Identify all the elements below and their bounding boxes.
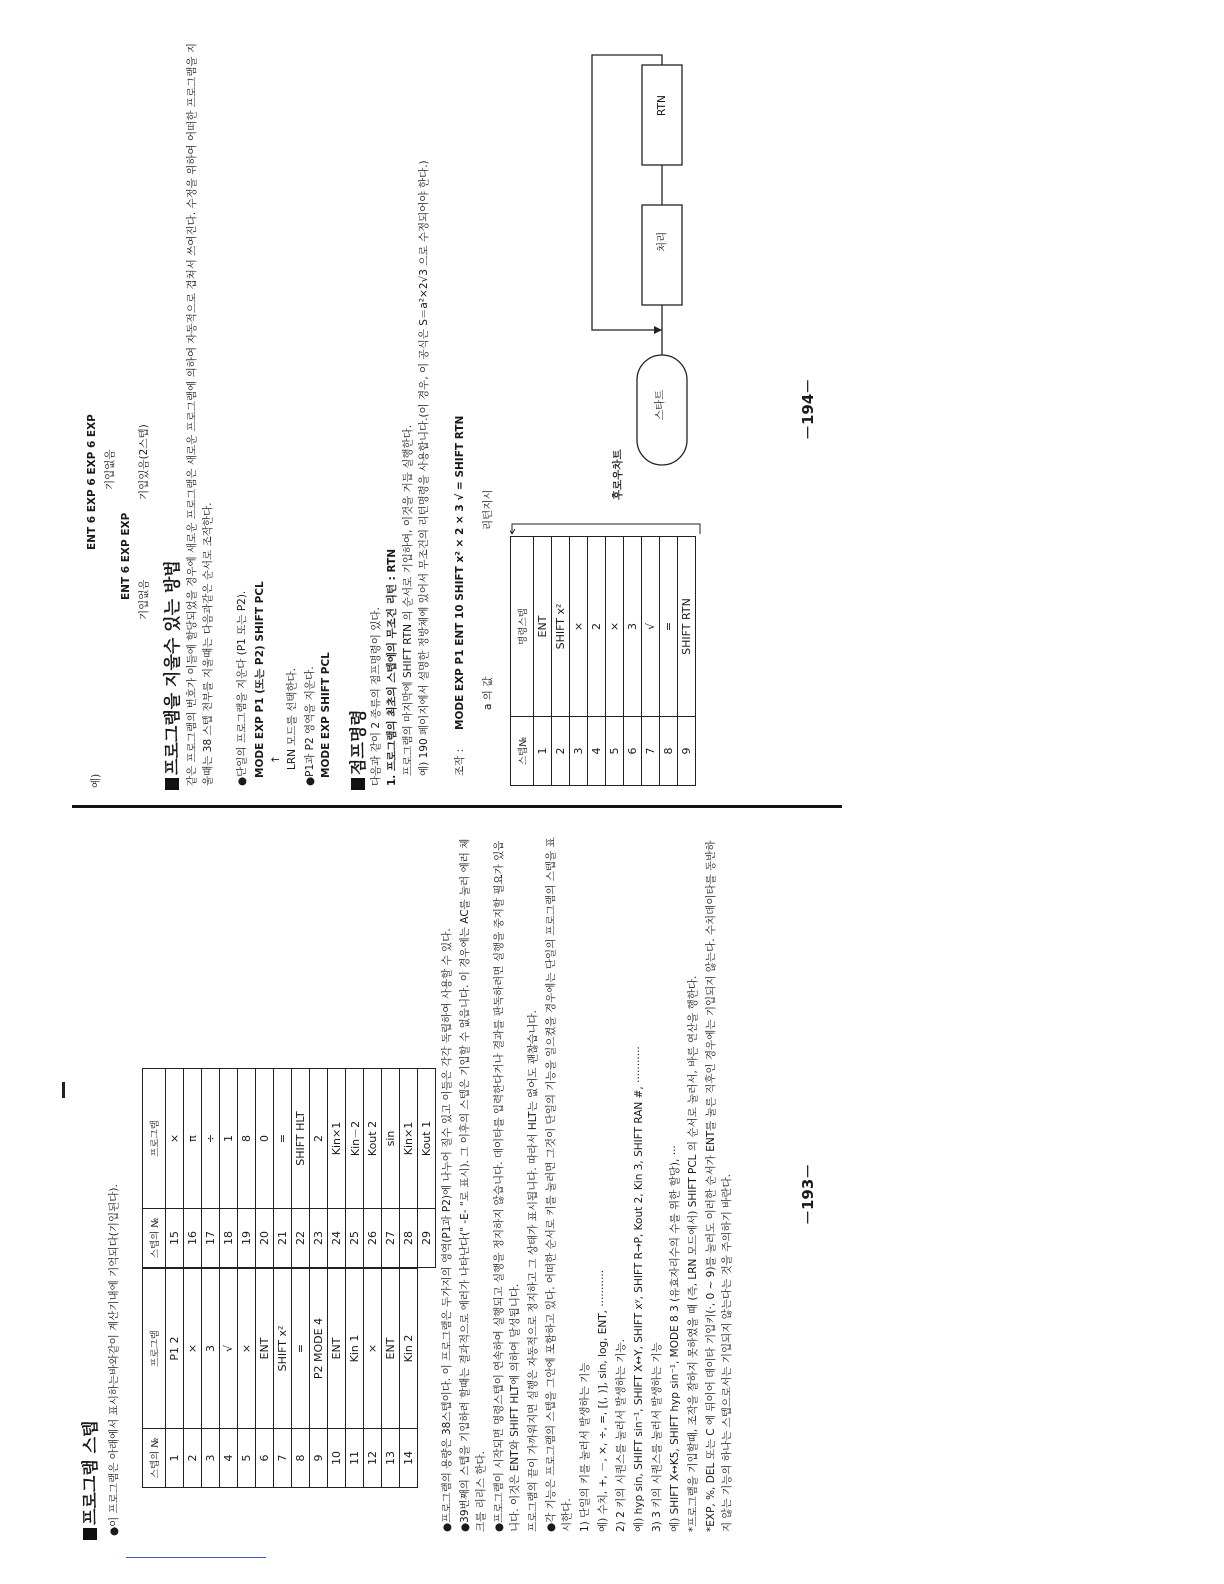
return-indicator-label: 리턴지시	[482, 489, 494, 530]
step-number-cell: 5	[238, 1429, 256, 1488]
step-program-cell: √	[220, 1269, 238, 1429]
step-number-cell: 21	[274, 1209, 292, 1268]
example-label: 예)	[90, 773, 102, 788]
table-row	[166, 1069, 184, 1268]
step-number-cell: 29	[418, 1209, 436, 1268]
flowchart-rtn-label: RTN	[656, 95, 668, 116]
alpha-value-label: a 의 값	[482, 676, 494, 710]
step-program-cell: ×	[184, 1269, 202, 1429]
square-bullet-icon	[83, 1528, 97, 1540]
step-program-cell: Kin×1	[400, 1069, 418, 1209]
step-program-cell: 8	[238, 1069, 256, 1209]
body-paragraph: 3) 3 키의 시퀀스를 눌러서 발생하는 기능	[651, 1342, 663, 1532]
step-number-cell: 14	[400, 1429, 418, 1488]
step-number-cell: 18	[220, 1209, 238, 1268]
table-row	[678, 537, 696, 786]
step-number-cell: 25	[346, 1209, 364, 1268]
title-text: 프로그램 스텝	[81, 1420, 101, 1525]
step-program-cell: Kin×1	[328, 1069, 346, 1209]
table-row	[382, 1069, 400, 1268]
step-program-cell: 2	[310, 1069, 328, 1209]
jump-item-1-title: 1. 프로그램의 최초의 스텝에의 무조건 리턴 : RTN	[386, 548, 398, 786]
step-program-cell: SHIFT HLT	[292, 1069, 310, 1209]
erase-bullet-1-keys: MODE EXP P1 (또는 P2) SHIFT PCL	[254, 581, 266, 778]
step-number-cell: 10	[328, 1429, 346, 1488]
step-number-cell: 1	[534, 717, 552, 786]
program-steps-table-left	[142, 1268, 418, 1488]
page-number-194: －194－	[799, 378, 817, 440]
square-bullet-icon	[351, 778, 365, 790]
example-seq-2: ENT 6 EXP EXP	[120, 512, 132, 600]
step-number-cell: 11	[346, 1429, 364, 1488]
step-number-cell: 7	[274, 1429, 292, 1488]
table-row	[570, 537, 588, 786]
body-paragraph: 1) 단일의 키를 눌러서 발생하는 기능	[579, 1362, 591, 1532]
body-paragraph: 2) 2 키의 시퀀스를 눌러서 발생하는 기능.	[615, 1339, 627, 1532]
body-paragraph: 예) hyp sin, SHIFT sin⁻¹, SHIFT X↔Y, SHIFT xʸ, SHIFT R→P, Kout 2, Kin 3, SHIFT RAN #, ···········	[633, 1046, 645, 1532]
col-header-program: 프로그램	[143, 1269, 166, 1429]
step-number-cell: 4	[588, 717, 606, 786]
page-194	[62, 20, 842, 800]
step-program-cell: Kin 2	[400, 1269, 418, 1429]
table-row	[382, 1269, 400, 1488]
table-row	[310, 1069, 328, 1268]
table-row	[606, 537, 624, 786]
step-program-cell: ×	[166, 1069, 184, 1209]
table-row	[184, 1269, 202, 1488]
table-row	[256, 1069, 274, 1268]
step-program-cell: Kin－2	[346, 1069, 364, 1209]
note-none-1: 기입없음	[104, 449, 116, 490]
step-number-cell: 15	[166, 1209, 184, 1268]
step-number-cell: 20	[256, 1209, 274, 1268]
step-program-cell: SHIFT RTN	[678, 537, 696, 717]
step-program-cell: 1	[220, 1069, 238, 1209]
table-row	[220, 1269, 238, 1488]
step-number-cell: 26	[364, 1209, 382, 1268]
step-program-cell: ×	[570, 537, 588, 717]
page-193	[62, 815, 842, 1560]
section-erase-body: 같은 프로그램의 번호가 이들에 할당되었을 경우에 새로운 프로그램은 새로운 프로그램에 의하여 자동적으로 겹쳐서 쓰여진다. 수정을 위하여 어떠한 프로그램을 지울때는 38 스텝 전부를 지울때는 다음과같은 순서로 조작한다.	[186, 43, 214, 786]
flowchart-process-node	[642, 205, 682, 305]
scan-line	[126, 1557, 266, 1558]
step-program-cell: Kout 2	[364, 1069, 382, 1209]
table-row	[552, 537, 570, 786]
table-row	[184, 1069, 202, 1268]
page-divider	[72, 805, 842, 808]
step-number-cell: 2	[184, 1429, 202, 1488]
table-row	[588, 537, 606, 786]
step-program-cell: ENT	[256, 1269, 274, 1429]
section-jump-text: 점프명령	[349, 709, 369, 775]
step-program-cell: π	[184, 1069, 202, 1209]
table-row	[346, 1269, 364, 1488]
body-paragraph: ●39번째의 스텝을 기입하려 할때는 결과적으로 에러가 나타난다(" -E- "로 표시). 그 이후의 스텝은 기입할 수 없읍니다. 이 경우에는 AC를 눌러 에러 체크를 리리스 한다.	[459, 838, 487, 1532]
col-header-step: 스텝№	[511, 717, 534, 786]
jump-item-1-body: 프로그램의 마지막에 SHIFT RTN 의 순서로 기입하여, 이것을 거듭 실행한다.	[402, 424, 414, 776]
table-row	[256, 1269, 274, 1488]
step-number-cell: 22	[292, 1209, 310, 1268]
step-number-cell: 16	[184, 1209, 202, 1268]
rotated-spread	[62, 20, 842, 1560]
step-program-cell: ENT	[328, 1269, 346, 1429]
step-number-cell: 24	[328, 1209, 346, 1268]
col-header-step: 스텝의 №	[143, 1209, 166, 1268]
flowchart-start-label: 스타트	[654, 389, 666, 420]
table-row	[400, 1269, 418, 1488]
step-number-cell: 8	[292, 1429, 310, 1488]
body-paragraph: 예) 수치, +, －, ×, ÷, =, [(, )], sin, log, ENT, ···········	[597, 1269, 609, 1532]
step-program-cell: sin	[382, 1069, 400, 1209]
table-row	[346, 1069, 364, 1268]
table-row	[202, 1069, 220, 1268]
step-number-cell: 13	[382, 1429, 400, 1488]
flowchart-title: 후로우차트	[612, 449, 624, 500]
body-paragraph: ●각 기능은 프로그램의 스텝을 그안에 포함하고 있다. 어떠한 순서로 키를 눌러면 그것이 단일의 기능을 일으켰을 경우에는 단일의 프로그램의 스텝을 표시한다.	[545, 837, 573, 1532]
step-number-cell: 1	[166, 1429, 184, 1488]
step-program-cell: P1 2	[166, 1269, 184, 1429]
step-number-cell: 28	[400, 1209, 418, 1268]
erase-bullet-2-keys: MODE EXP SHIFT PCL	[320, 652, 332, 778]
step-program-cell: ÷	[202, 1069, 220, 1209]
section-erase-text: 프로그램을 지울수 있는 방법	[163, 560, 183, 775]
body-paragraph: ●프로그램의 용량은 38스텝이다. 이 프로그램은 두가지의 영역(P1과 P2)에 나누어 질수 있고 이들은 각각 독립하여 사용할 수 있다.	[441, 928, 453, 1532]
return-arrow-line	[510, 516, 710, 536]
square-bullet-icon	[165, 778, 179, 790]
table-row	[166, 1269, 184, 1488]
step-number-cell: 3	[202, 1429, 220, 1488]
body-paragraph: *프로그램을 기입할때, 조작을 잘하지 못하였을 때 (즉, LRN 모드에서) SHIFT PCL 의 순서로 눌러서, 바른 연산을 행한다.	[687, 975, 699, 1532]
flowchart-arrowhead	[654, 326, 662, 334]
step-program-cell: =	[292, 1269, 310, 1429]
table-row	[292, 1069, 310, 1268]
page-193-body	[437, 832, 735, 1532]
table-row	[534, 537, 552, 786]
step-program-cell: P2 MODE 4	[310, 1269, 328, 1429]
table-row	[642, 537, 660, 786]
example-seq-1: ENT 6 EXP 6 EXP 6 EXP	[86, 414, 98, 550]
page-number-193: －193－	[799, 1163, 817, 1225]
table-row	[274, 1269, 292, 1488]
table-row	[274, 1069, 292, 1268]
step-program-cell: ENT	[382, 1269, 400, 1429]
step-number-cell: 5	[606, 717, 624, 786]
step-program-cell: =	[660, 537, 678, 717]
operation-label: 조작 :	[454, 748, 466, 776]
step-number-cell: 23	[310, 1209, 328, 1268]
col-header-program: 프로그램	[143, 1069, 166, 1209]
body-paragraph: *EXP, %, DEL 또는 C 에 뒤이어 데이타 기입키(·, 0 ~ 9)를 눌러도 이러한 순서가 ENT를 눌른 직후인 경우에는 기입되지 않는다. 수치데이타를 동반하지 않는 기능의 하나는 스텝으로서는 기입되지 않는다는 것을 주의하기 바란다.	[705, 840, 733, 1532]
step-number-cell: 19	[238, 1209, 256, 1268]
step-program-cell: ×	[606, 537, 624, 717]
step-program-cell: ×	[364, 1269, 382, 1429]
table-row	[310, 1269, 328, 1488]
step-number-cell: 6	[624, 717, 642, 786]
table-row	[400, 1069, 418, 1268]
step-program-cell: ENT	[534, 537, 552, 717]
up-arrow-icon: ↑	[270, 755, 282, 764]
operation-keys: MODE EXP P1 ENT 10 SHIFT x² × 2 × 3 √ = SHIFT RTN	[454, 415, 466, 730]
program-steps-table-right	[142, 1068, 436, 1268]
flowchart-process-label: 처리	[656, 231, 668, 252]
page-193-intro: ●이 프로그램은 아래에서 표시하는바와같이 계산기내에 기억되다(기입된다).	[108, 1184, 120, 1536]
page-193-title	[76, 1421, 101, 1540]
step-program-cell: 2	[588, 537, 606, 717]
step-program-cell: 0	[256, 1069, 274, 1209]
section-jump-title	[344, 709, 369, 790]
body-paragraph: 예) SHIFT X↔K5, SHIFT hyp sin⁻¹, MODE 8 3 (유효자리수의 수를 위한 할당), ···	[669, 1145, 681, 1532]
step-number-cell: 6	[256, 1429, 274, 1488]
step-number-cell: 8	[660, 717, 678, 786]
table-row	[328, 1069, 346, 1268]
table-row	[238, 1069, 256, 1268]
step-number-cell: 3	[570, 717, 588, 786]
step-number-cell: 12	[364, 1429, 382, 1488]
step-program-cell: √	[642, 537, 660, 717]
erase-bullet-1: ●단일의 프로그램을 지운다 (P1 또는 P2).	[236, 590, 248, 786]
command-steps-table	[510, 536, 696, 786]
step-program-cell: SHIFT x²	[274, 1269, 292, 1429]
body-paragraph: 프로그램의 끝이 가까워지면 실행은 자동적으로 정지하고 그 상태가 표시됩니다. 따라서 HLT는 없어도 괜찮습니다.	[527, 1010, 539, 1532]
table-row	[292, 1269, 310, 1488]
step-program-cell: =	[274, 1069, 292, 1209]
table-row	[660, 537, 678, 786]
step-number-cell: 7	[642, 717, 660, 786]
table-row	[624, 537, 642, 786]
erase-bullet-2: ●P1과 P2 영역을 지운다.	[304, 666, 316, 786]
jump-intro: 다음과 같이 2 종류의 점프명령이 있다.	[370, 607, 382, 786]
note-none-2: 기입없음	[138, 579, 150, 620]
table-row	[220, 1069, 238, 1268]
step-number-cell: 4	[220, 1429, 238, 1488]
table-row	[418, 1069, 436, 1268]
step-program-cell: Kin 1	[346, 1269, 364, 1429]
step-number-cell: 2	[552, 717, 570, 786]
step-program-cell: ×	[238, 1269, 256, 1429]
table-row	[328, 1269, 346, 1488]
jump-item-1-example: 예) 190 페이지에서 설명한 정방체에 있어서 무조건의 리턴명령을 사용합니다.(이 경우, 이 공식은 S＝a²×2√3 으로 수정되어야 한다.)	[418, 160, 430, 776]
note-two-steps: 기입있음(2스텝)	[138, 424, 150, 500]
step-number-cell: 27	[382, 1209, 400, 1268]
table-row	[364, 1269, 382, 1488]
step-number-cell: 9	[678, 717, 696, 786]
body-paragraph: ●프로그램이 시작되면 명령스텝이 연속하여 실행되고 실행을 정지하지 않습니다. 데이타를 입력한다거나 결과를 판독하려면 실행을 중지할 필요가 있읍니다. 이것은 ENT와 SHIFT HLT에 의하여 달성됩니다.	[493, 840, 521, 1532]
section-erase-title	[158, 560, 183, 790]
table-row	[364, 1069, 382, 1268]
col-header-command: 명령스텝	[511, 537, 534, 717]
scan-mark	[62, 1082, 65, 1098]
table-row	[238, 1269, 256, 1488]
step-program-cell: Kout 1	[418, 1069, 436, 1209]
step-number-cell: 17	[202, 1209, 220, 1268]
table-row	[202, 1269, 220, 1488]
step-program-cell: 3	[202, 1269, 220, 1429]
col-header-step: 스텝의 №	[143, 1429, 166, 1488]
erase-bullet-1-note: LRN 모드를 선택한다.	[286, 667, 298, 770]
step-number-cell: 9	[310, 1429, 328, 1488]
step-program-cell: SHIFT x²	[552, 537, 570, 717]
flowchart	[582, 50, 812, 470]
step-program-cell: 3	[624, 537, 642, 717]
